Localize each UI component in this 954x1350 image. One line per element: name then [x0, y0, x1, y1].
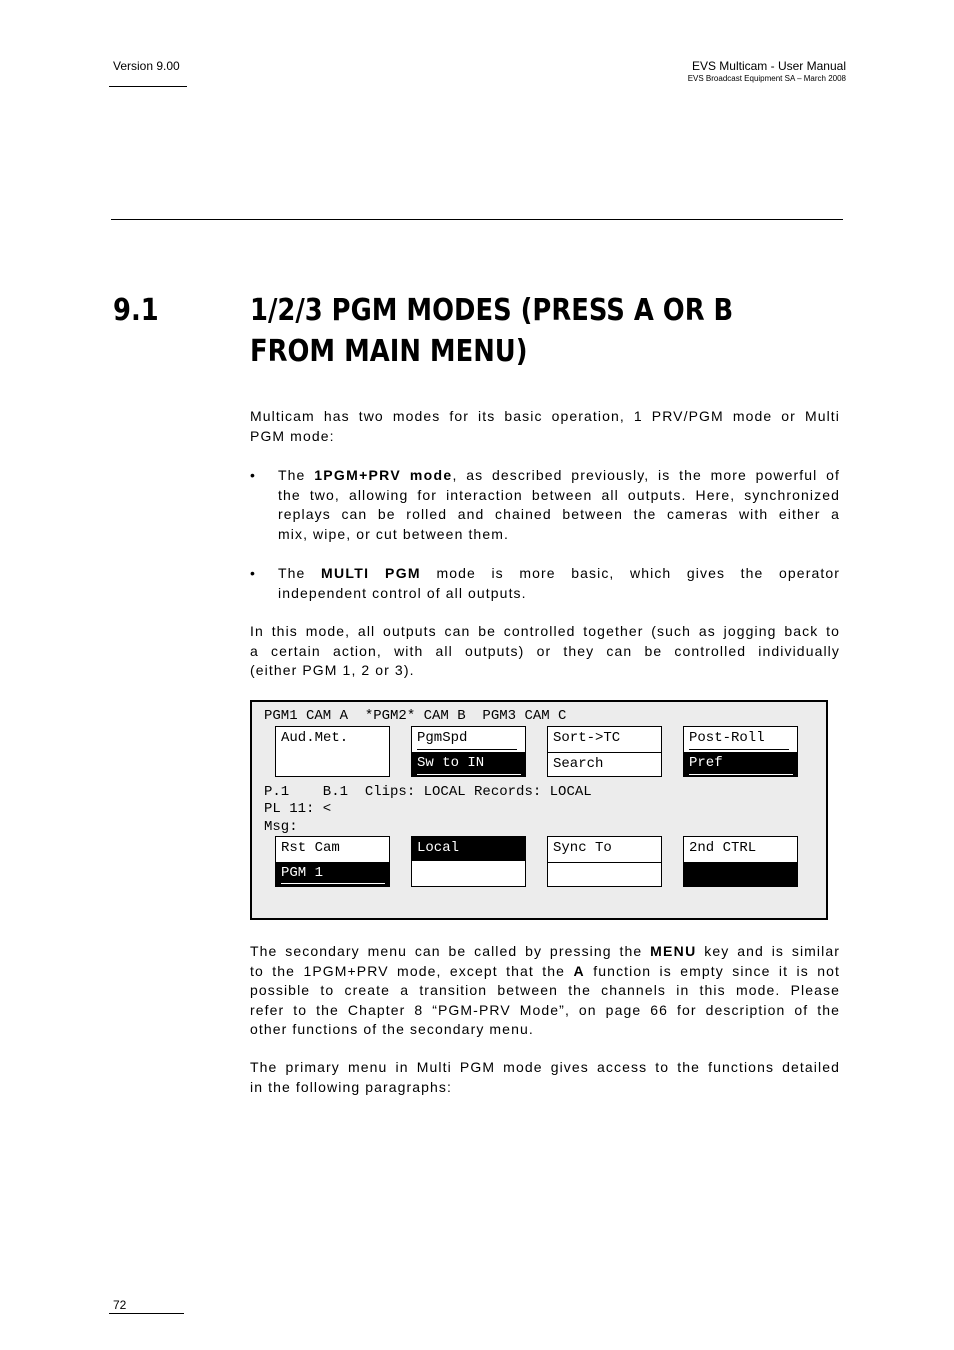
primary-line2: in the following paragraphs: [250, 1078, 453, 1095]
key-2nd-ctrl-sub [684, 862, 797, 886]
bullet-1-bold: 1PGM+PRV mode [314, 467, 453, 483]
secondary-line5: other functions of the secondary menu. [250, 1021, 534, 1037]
bullet-dot-2: • [250, 565, 255, 581]
key-post-roll-label-text: Post-Roll [689, 727, 789, 750]
mode-paragraph [250, 622, 840, 681]
bullet-dot-1: • [250, 467, 255, 483]
section-title-line2: FROM MAIN MENU) [250, 334, 528, 369]
primary-line1: The primary menu in Multi PGM mode gives access to the functions detailed [250, 1059, 840, 1075]
mode-line2: a certain action, with all outputs) or they can be controlled individually [250, 642, 840, 659]
bullet-2-bold: MULTI PGM [321, 565, 421, 581]
key-sync-to-sub [548, 862, 661, 887]
secondary-paragraph [250, 942, 840, 1040]
key-sync-to[interactable] [547, 836, 662, 887]
key-post-roll-sub [684, 752, 797, 776]
key-pgmspd-label-text: PgmSpd [417, 727, 517, 750]
bullet-2-rest: mode is more basic, which gives the operator [420, 565, 840, 581]
mode-line1: In this mode, all outputs can be controlled together (such as jogging back to [250, 623, 840, 639]
key-sort-tc[interactable] [547, 726, 662, 777]
bullet-2-lead: The [278, 565, 322, 581]
secondary-a-key: A [573, 962, 585, 979]
section-title [250, 290, 800, 372]
header-title-block [688, 59, 846, 84]
secondary-line2-a: to the 1PGM+PRV mode, except that the [250, 962, 574, 979]
key-aud-met[interactable] [275, 726, 390, 777]
key-post-roll-sub-text: Pref [689, 752, 793, 775]
secondary-line3: possible to create a transition between the channels in this mode. Please [250, 982, 840, 998]
screen-info-line2: PL 11: < [264, 801, 332, 817]
section-title-line1: 1/2/3 PGM MODES (PRESS A OR B [250, 293, 734, 328]
secondary-line1 [250, 942, 840, 962]
key-pgmspd-sub-text: Sw to IN [417, 752, 521, 775]
key-rst-cam-label: Rst Cam [281, 840, 340, 856]
key-pgmspd-sub [412, 752, 525, 776]
bullet-1-rest: , as described previously, is the more powerful of [452, 467, 841, 483]
key-post-roll[interactable] [683, 726, 798, 777]
section-number: 9.1 [113, 293, 159, 328]
lcd-screen-panel [250, 700, 828, 920]
bullet-1-lead: The [278, 467, 315, 483]
screen-info-line1: P.1 B.1 Clips: LOCAL Records: LOCAL [264, 784, 592, 800]
screen-info-line3: Msg: [264, 819, 298, 835]
intro-line1: Multicam has two modes for its basic operation, 1 PRV/PGM mode or Multi [250, 408, 840, 424]
bullet-1-line1 [278, 466, 840, 486]
mode-line3: (either PGM 1, 2 or 3). [250, 662, 415, 678]
secondary-menu-key: MENU [650, 943, 697, 959]
secondary-line1-b: key and is similar [696, 943, 840, 959]
header-left-rule [109, 86, 187, 87]
page-number: 72 [113, 1298, 127, 1312]
secondary-line2-b: function is empty since it is not [584, 962, 840, 979]
header-title: EVS Multicam - User Manual [691, 59, 846, 73]
intro-paragraph [250, 407, 840, 446]
bullet-2-text [278, 564, 840, 603]
key-rst-cam-sub [276, 862, 389, 886]
key-aud-met-sub [276, 752, 389, 776]
footer-rule [109, 1313, 184, 1314]
bullet-2-line2: independent control of all outputs. [278, 584, 527, 601]
key-pgmspd[interactable] [411, 726, 526, 777]
secondary-line2 [250, 962, 840, 982]
key-post-roll-label [684, 727, 797, 751]
key-local[interactable] [411, 836, 526, 887]
secondary-line4: refer to the Chapter 8 “PGM-PRV Mode”, on page 66 for description of the [250, 1001, 840, 1018]
key-pgmspd-label [412, 727, 525, 751]
key-sync-to-label: Sync To [553, 840, 612, 856]
key-sort-tc-label: Sort->TC [553, 730, 621, 746]
key-local-label: Local [412, 837, 525, 861]
secondary-line1-a: The secondary menu can be called by pressing the [250, 943, 651, 959]
header-version: Version 9.00 [113, 59, 180, 73]
section-rule [111, 219, 843, 220]
key-aud-met-label: Aud.Met. [281, 730, 349, 746]
key-2nd-ctrl[interactable] [683, 836, 798, 887]
bullet-1-line2: the two, allowing for interaction between all outputs. Here, synchronized [278, 486, 840, 503]
key-sort-tc-sub: Search [548, 752, 661, 777]
header-subtitle: EVS Broadcast Equipment SA – March 2008 [687, 74, 846, 83]
bullet-1-text [278, 466, 840, 544]
bullet-1-line3: replays can be rolled and chained between the cameras with either a [278, 506, 840, 522]
bullet-1-line4: mix, wipe, or cut between them. [278, 525, 509, 542]
key-rst-cam[interactable] [275, 836, 390, 887]
key-rst-cam-sub-text: PGM 1 [281, 862, 385, 884]
screen-status-line: PGM1 CAM A *PGM2* CAM B PGM3 CAM C [264, 708, 567, 724]
bullet-2-line1 [278, 564, 840, 584]
key-2nd-ctrl-label: 2nd CTRL [689, 840, 757, 856]
key-local-sub [412, 862, 525, 886]
intro-line2: PGM mode: [250, 427, 335, 444]
primary-paragraph [250, 1058, 840, 1097]
